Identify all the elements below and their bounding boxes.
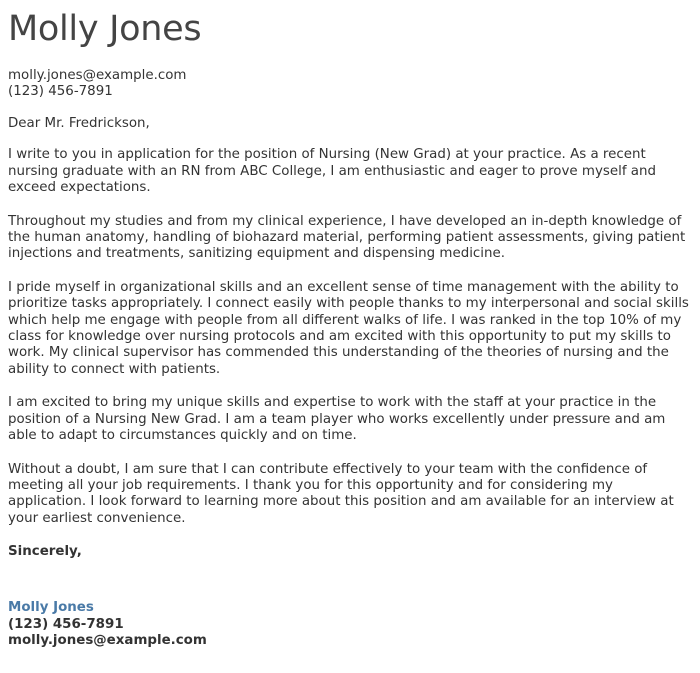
signature-name: Molly Jones [8, 600, 94, 616]
signature-email: molly.jones@example.com [8, 633, 207, 649]
salutation: Dear Mr. Fredrickson, [8, 116, 150, 131]
closing: Sincerely, [8, 544, 82, 560]
applicant-name-heading: Molly Jones [8, 9, 202, 49]
header-email: molly.jones@example.com [8, 68, 187, 83]
body-paragraph-3: I pride myself in organizational skills and an excellent sense of time management with the ability to prioritize tasks appropriately. I connect easily with people thanks to my interpersonal and social skills which help me engage with people from all different walks of life. I was ranked in the top 10% of my class for knowledge over nursing protocols and am excited with this opportunity to put my skills to work. My clinical supervisor has commended this understanding of the theories of nursing and the ability to connect with patients. [8, 279, 689, 377]
signature-block [8, 600, 692, 650]
signature-phone: (123) 456-7891 [8, 616, 124, 632]
header-phone: (123) 456-7891 [8, 84, 113, 99]
cover-letter [8, 0, 692, 650]
body-paragraph-4: I am excited to bring my unique skills and expertise to work with the staff at your practice in the position of a Nursing New Grad. I am a team player who works excellently under pressure and am able to adapt to circumstances quickly and on time. [8, 395, 666, 444]
body-paragraph-2: Throughout my studies and from my clinical experience, I have developed an in-depth knowledge of the human anatomy, handling of biohazard material, performing patient assessments, giving patient injections and treatments, sanitizing equipment and dispensing medicine. [8, 213, 686, 262]
contact-block [8, 68, 692, 100]
body-paragraph-1: I write to you in application for the position of Nursing (New Grad) at your practice. As a recent nursing graduate with an RN from ABC College, I am enthusiastic and eager to prove myself and exceed expectations. [8, 147, 656, 196]
body-paragraph-5: Without a doubt, I am sure that I can contribute effectively to your team with the confidence of meeting all your job requirements. I thank you for this opportunity and for considering my application. I look forward to learning more about this position and am available for an interview at your earliest convenience. [8, 461, 674, 526]
